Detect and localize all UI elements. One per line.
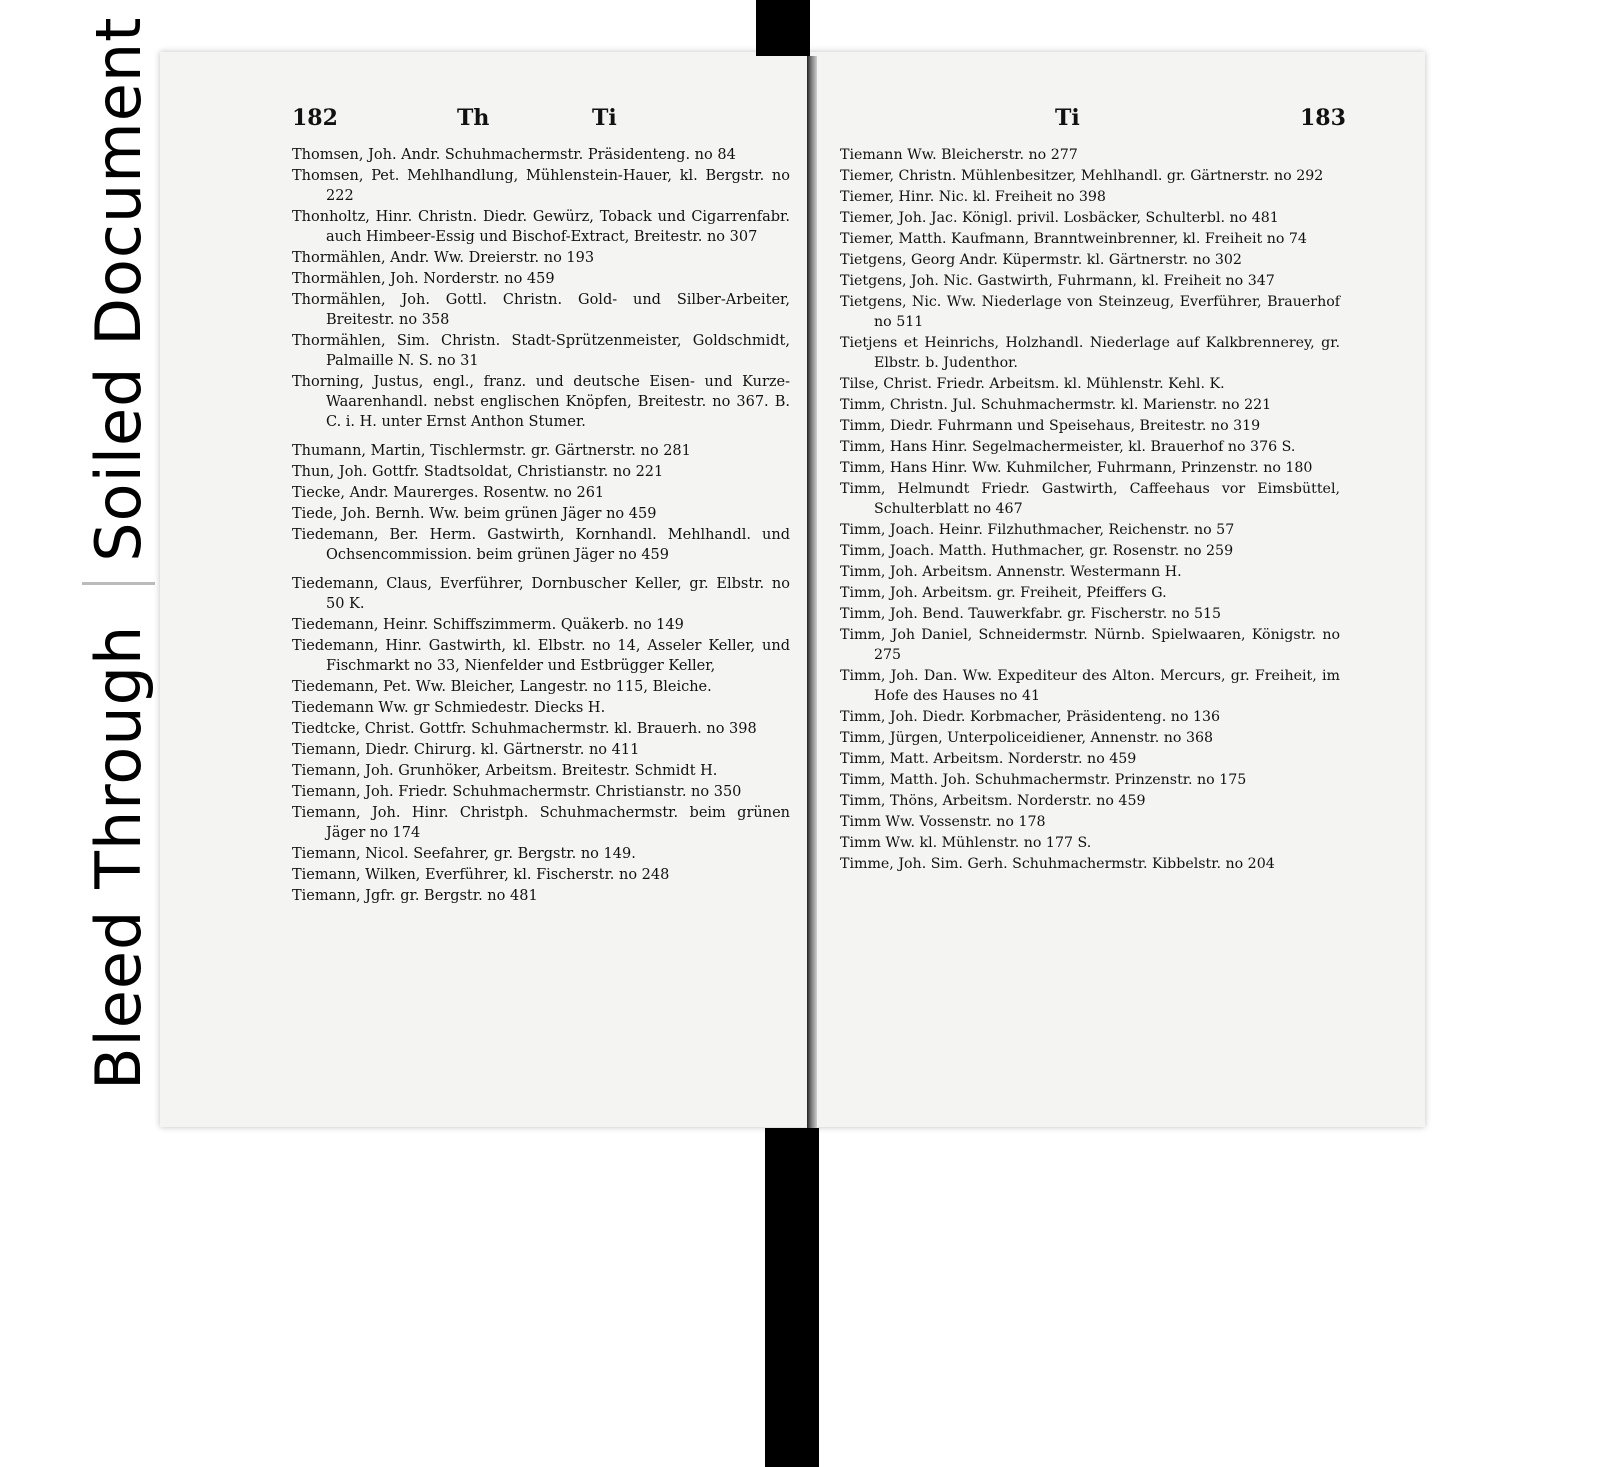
- directory-entry: Tiedemann, Hinr. Gastwirth, kl. Elbstr. no 14, Asseler Keller, und Fischmarkt no 33, Nienfelder und Estbrügger Keller,: [292, 638, 790, 674]
- directory-entry: Tiemer, Christn. Mühlenbesitzer, Mehlhandl. gr. Gärtnerstr. no 292: [840, 168, 1324, 184]
- binding-strip-top: [756, 0, 810, 56]
- directory-entry: Thormählen, Joh. Norderstr. no 459: [292, 271, 555, 287]
- running-head: Ti: [1055, 105, 1080, 131]
- directory-entry: Tietgens, Joh. Nic. Gastwirth, Fuhrmann, kl. Freiheit no 347: [840, 273, 1275, 289]
- directory-entry: Timm, Joh Daniel, Schneidermstr. Nürnb. Spielwaaren, Königstr. no 275: [840, 627, 1340, 663]
- directory-entry: Tiedemann, Ber. Herm. Gastwirth, Kornhandl. Mehlhandl. und Ochsencommission. beim grünen Jäger no 459: [292, 527, 790, 563]
- directory-entry: Tiedtcke, Christ. Gottfr. Schuhmachermstr. kl. Brauerh. no 398: [292, 721, 757, 737]
- directory-entry: Thonholtz, Hinr. Christn. Diedr. Gewürz, Toback und Cigarrenfabr. auch Himbeer-Essig und Bischof-Extract, Breitestr. no 307: [292, 209, 790, 245]
- directory-entry: Thomsen, Pet. Mehlhandlung, Mühlenstein-Hauer, kl. Bergstr. no 222: [292, 168, 790, 204]
- book-gutter: [807, 56, 817, 1128]
- directory-entry: Timm, Joh. Arbeitsm. Annenstr. Westermann H.: [840, 564, 1182, 580]
- directory-entry: Tiemer, Hinr. Nic. kl. Freiheit no 398: [840, 189, 1106, 205]
- page-number: 182: [292, 105, 338, 131]
- directory-entry: Timm, Joh. Arbeitsm. gr. Freiheit, Pfeiffers G.: [840, 585, 1167, 601]
- directory-entry: Tiemann, Nicol. Seefahrer, gr. Bergstr. no 149.: [292, 846, 636, 862]
- directory-entry: Thumann, Martin, Tischlermstr. gr. Gärtnerstr. no 281: [292, 443, 691, 459]
- directory-entry: Tiedemann, Claus, Everführer, Dornbuscher Keller, gr. Elbstr. no 50 K.: [292, 576, 790, 612]
- directory-entry: Timm Ww. kl. Mühlenstr. no 177 S.: [840, 835, 1092, 851]
- directory-entry: Timm, Joach. Heinr. Filzhuthmacher, Reichenstr. no 57: [840, 522, 1235, 538]
- directory-entry: Tietgens, Nic. Ww. Niederlage von Steinzeug, Everführer, Brauerhof no 511: [840, 294, 1340, 330]
- right-page-header: [840, 105, 1346, 145]
- directory-entry: Timm, Helmundt Friedr. Gastwirth, Caffeehaus vor Eimsbüttel, Schulterblatt no 467: [840, 481, 1340, 517]
- bleed-through-label: Bleed Through: [81, 624, 155, 1090]
- left-page: [292, 105, 790, 907]
- directory-entry: Tietgens, Georg Andr. Küpermstr. kl. Gärtnerstr. no 302: [840, 252, 1242, 268]
- directory-entry: Tiemann, Joh. Friedr. Schuhmachermstr. Christianstr. no 350: [292, 784, 742, 800]
- directory-entry: Timm Ww. Vossenstr. no 178: [840, 814, 1046, 830]
- directory-entry: Tiemann, Wilken, Everführer, kl. Fischerstr. no 248: [292, 867, 670, 883]
- directory-entry: Thormählen, Andr. Ww. Dreierstr. no 193: [292, 250, 595, 266]
- directory-entry: Tiemann Ww. Bleicherstr. no 277: [840, 147, 1078, 163]
- directory-entry: Timm, Christn. Jul. Schuhmachermstr. kl. Marienstr. no 221: [840, 397, 1272, 413]
- directory-entry: Thorning, Justus, engl., franz. und deutsche Eisen- und Kurze-Waarenhandl. nebst englischen Knöpfen, Breitestr. no 367. B. C. i. H. unter Ernst Anthon Stumer.: [292, 374, 790, 430]
- directory-entry: Timm, Joach. Matth. Huthmacher, gr. Rosenstr. no 259: [840, 543, 1234, 559]
- directory-entry: Timm, Joh. Bend. Tauwerkfabr. gr. Fischerstr. no 515: [840, 606, 1222, 622]
- directory-entry: Thomsen, Joh. Andr. Schuhmachermstr. Präsidenteng. no 84: [292, 147, 736, 163]
- left-page-header: [292, 105, 790, 145]
- directory-entry: Timm, Hans Hinr. Segelmachermeister, kl. Brauerhof no 376 S.: [840, 439, 1296, 455]
- directory-entry: Thormählen, Sim. Christn. Stadt-Sprützenmeister, Goldschmidt, Palmaille N. S. no 31: [292, 333, 790, 369]
- running-head-left: Th: [457, 105, 490, 131]
- directory-entry: Tietjens et Heinrichs, Holzhandl. Niederlage auf Kalkbrennerey, gr. Elbstr. b. Judenthor.: [840, 335, 1340, 371]
- right-page: [840, 105, 1346, 875]
- directory-entry: Tiemer, Matth. Kaufmann, Branntweinbrenner, kl. Freiheit no 74: [840, 231, 1307, 247]
- directory-entry: Timme, Joh. Sim. Gerh. Schuhmachermstr. Kibbelstr. no 204: [840, 856, 1275, 872]
- directory-entry: Timm, Diedr. Fuhrmann und Speisehaus, Breitestr. no 319: [840, 418, 1261, 434]
- directory-entry: Tiemann, Diedr. Chirurg. kl. Gärtnerstr. no 411: [292, 742, 640, 758]
- directory-entry: Thun, Joh. Gottfr. Stadtsoldat, Christianstr. no 221: [292, 464, 664, 480]
- directory-entry: Thormählen, Joh. Gottl. Christn. Gold- und Silber-Arbeiter, Breitestr. no 358: [292, 292, 790, 328]
- directory-entry: Timm, Matth. Joh. Schuhmachermstr. Prinzenstr. no 175: [840, 772, 1247, 788]
- directory-entry: Timm, Matt. Arbeitsm. Norderstr. no 459: [840, 751, 1137, 767]
- directory-entry: Tiemann, Joh. Hinr. Christph. Schuhmachermstr. beim grünen Jäger no 174: [292, 805, 790, 841]
- directory-entry: Tiecke, Andr. Maurerges. Rosentw. no 261: [292, 485, 605, 501]
- directory-entry: Tiemann, Jgfr. gr. Bergstr. no 481: [292, 888, 538, 904]
- directory-entry: Timm, Joh. Diedr. Korbmacher, Präsidenteng. no 136: [840, 709, 1221, 725]
- soiled-document-label: Soiled Document: [82, 17, 155, 585]
- binding-strip-bottom: [765, 1128, 819, 1467]
- directory-entry: Timm, Jürgen, Unterpoliceidiener, Annenstr. no 368: [840, 730, 1214, 746]
- directory-entry: Tilse, Christ. Friedr. Arbeitsm. kl. Mühlenstr. Kehl. K.: [840, 376, 1225, 392]
- directory-entry: Tiedemann Ww. gr Schmiedestr. Diecks H.: [292, 700, 606, 716]
- directory-entry: Tiemer, Joh. Jac. Königl. privil. Losbäcker, Schulterbl. no 481: [840, 210, 1279, 226]
- directory-entry: Tiemann, Joh. Grunhöker, Arbeitsm. Breitestr. Schmidt H.: [292, 763, 718, 779]
- directory-entry: Tiedemann, Pet. Ww. Bleicher, Langestr. no 115, Bleiche.: [292, 679, 712, 695]
- directory-entry: Timm, Hans Hinr. Ww. Kuhmilcher, Fuhrmann, Prinzenstr. no 180: [840, 460, 1313, 476]
- directory-entries: [840, 145, 1340, 874]
- directory-entry: Tiede, Joh. Bernh. Ww. beim grünen Jäger no 459: [292, 506, 657, 522]
- directory-entry: Timm, Joh. Dan. Ww. Expediteur des Alton. Mercurs, gr. Freiheit, im Hofe des Hauses no 41: [840, 668, 1340, 704]
- running-head-right: Ti: [592, 105, 617, 131]
- directory-entries: [292, 145, 790, 906]
- directory-entry: Tiedemann, Heinr. Schiffszimmerm. Quäkerb. no 149: [292, 617, 684, 633]
- page-number: 183: [1300, 105, 1346, 131]
- directory-entry: Timm, Thöns, Arbeitsm. Norderstr. no 459: [840, 793, 1146, 809]
